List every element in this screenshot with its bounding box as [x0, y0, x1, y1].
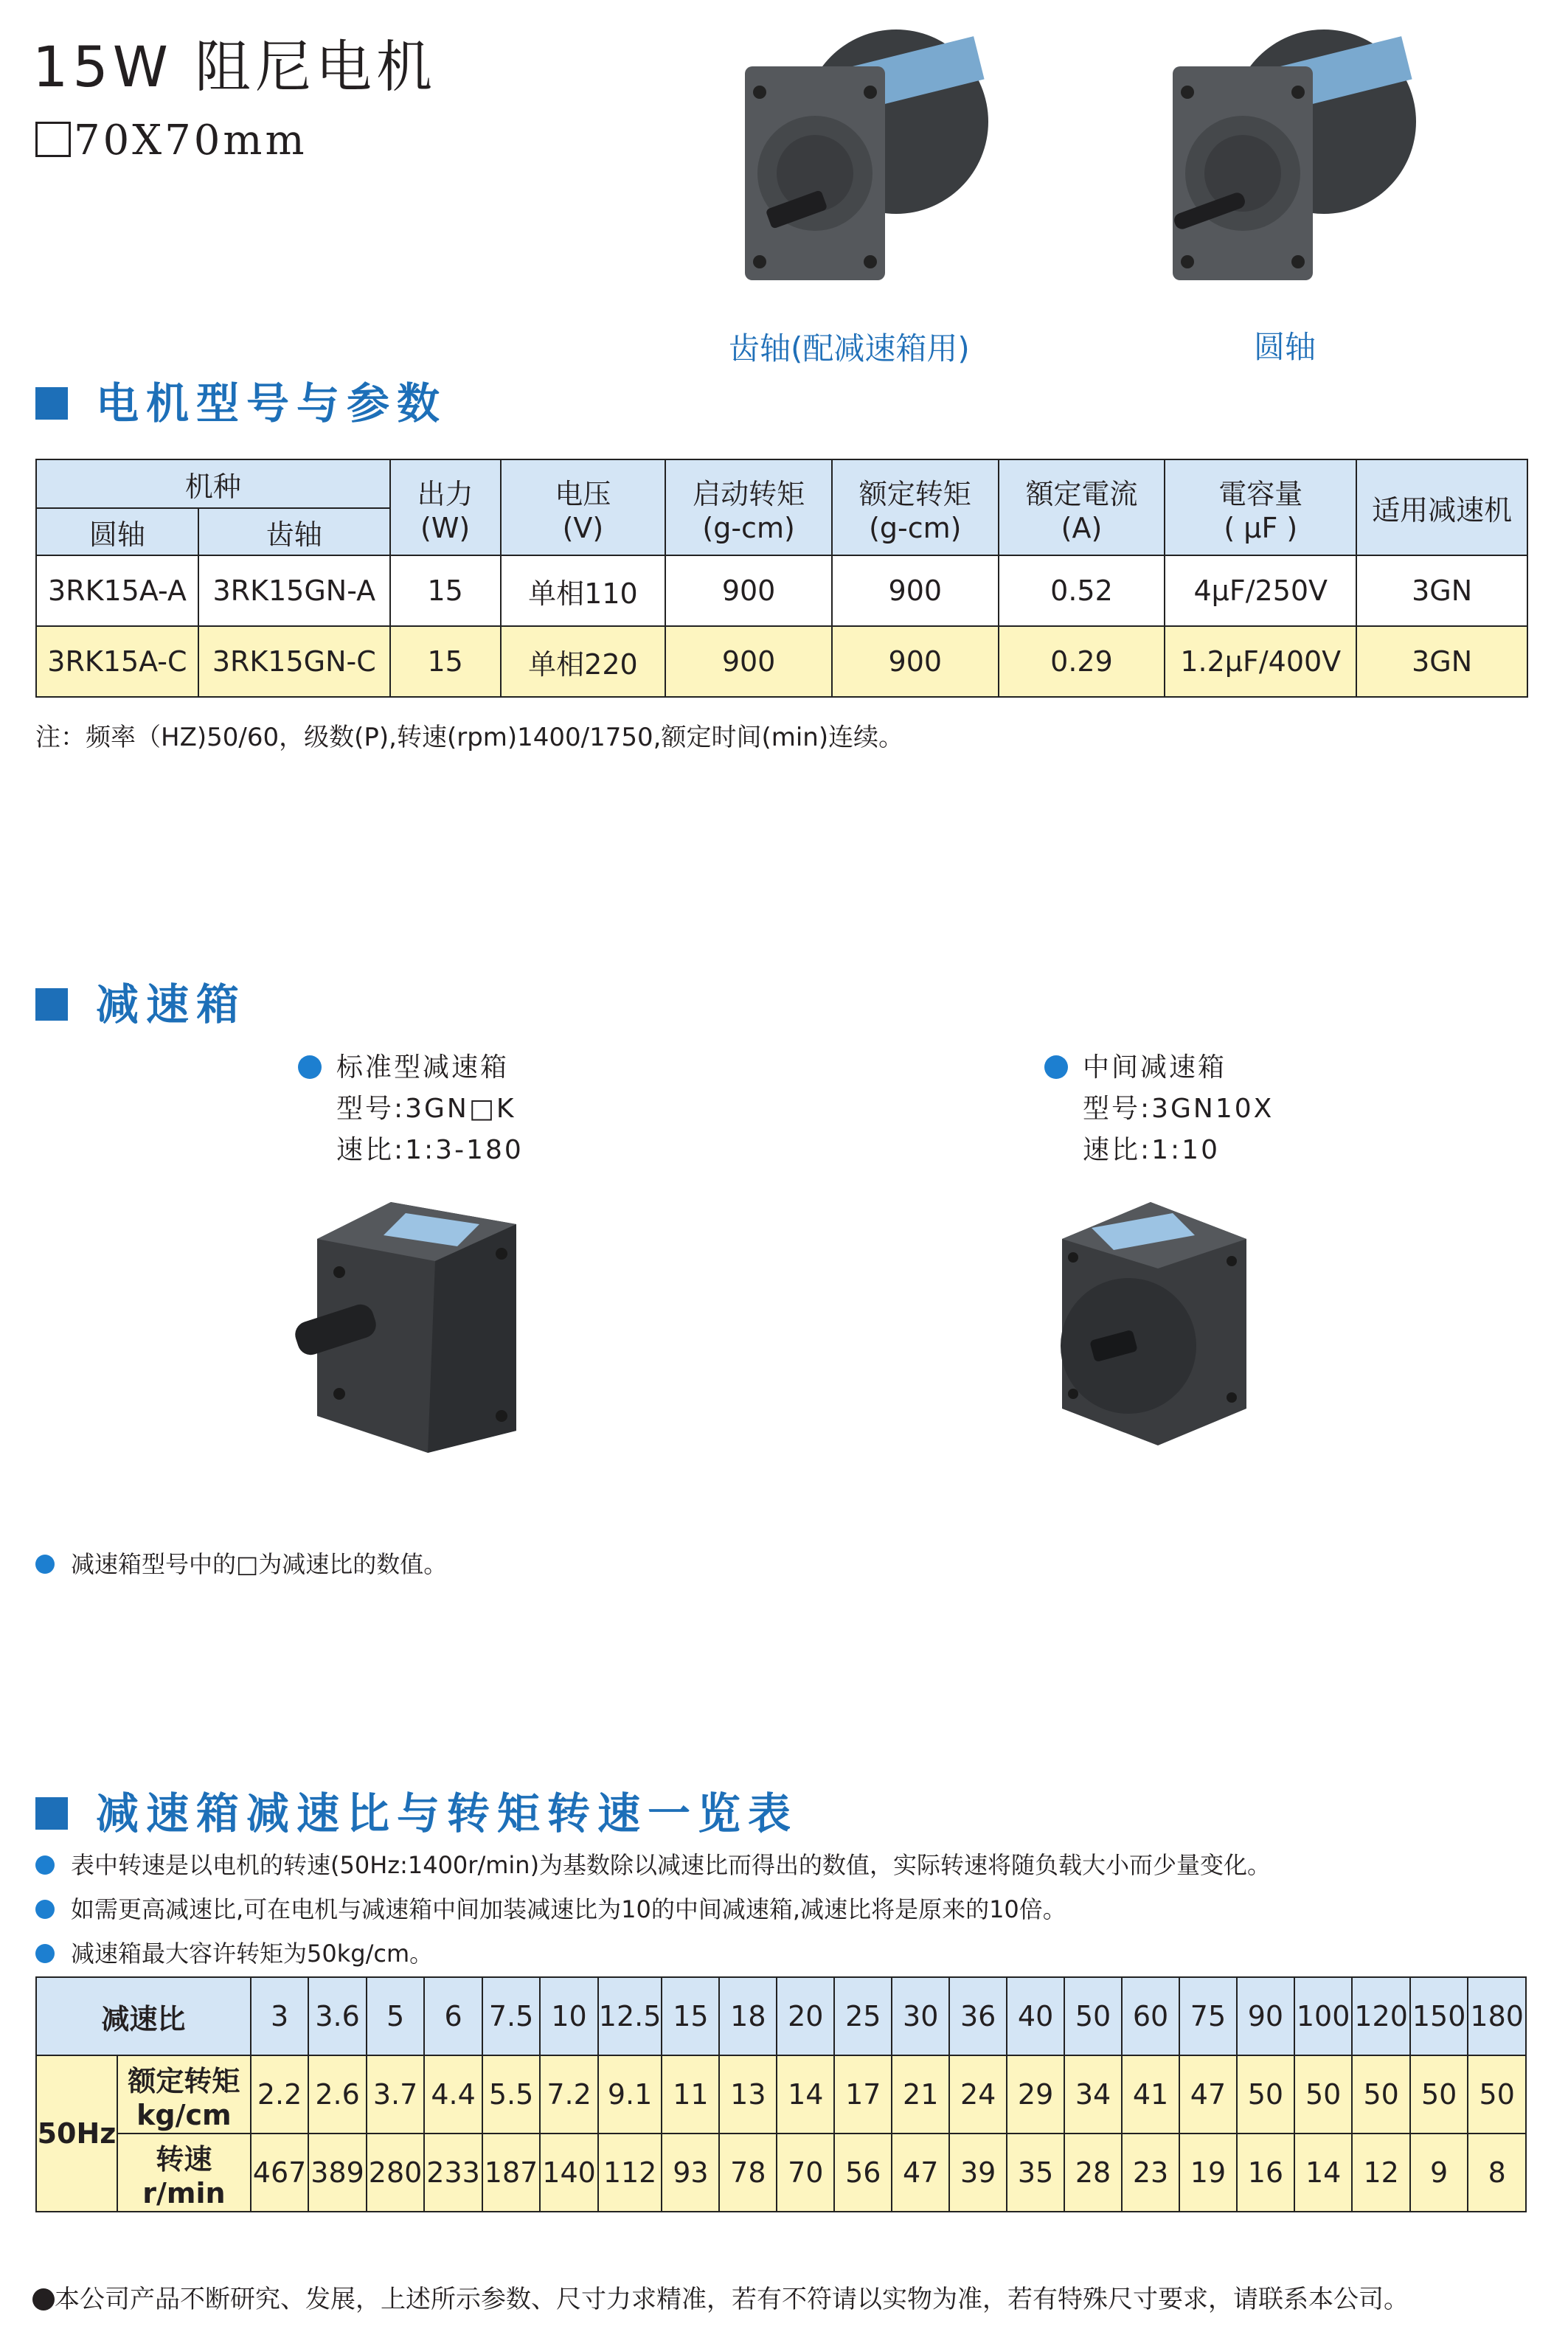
gearbox-standard-name: 标准型减速箱 — [336, 1052, 510, 1083]
cell-current: 0.29 — [999, 626, 1165, 697]
torque-value: 4.4 — [424, 2055, 482, 2134]
col-capacitance-label: 電容量 — [1218, 477, 1303, 510]
motor-note: 注：频率（HZ)50/60，级数(P),转速(rpm)1400/1750,额定时间(min)连续。 — [35, 723, 904, 752]
speed-value: 28 — [1064, 2134, 1122, 2212]
gearbox-note-text: 减速箱型号中的□为减速比的数值。 — [71, 1550, 448, 1578]
torque-value: 47 — [1179, 2055, 1237, 2134]
cell-capacitance: 4μF/250V — [1165, 555, 1356, 626]
torque-label-line2: kg/cm — [136, 2098, 232, 2131]
cell-round: 3RK15A-C — [36, 626, 198, 697]
speed-value: 56 — [834, 2134, 892, 2212]
motor-photo-gear-shaft — [738, 22, 1018, 295]
torque-label — [117, 2055, 251, 2134]
cell-voltage: 单相110 — [501, 555, 666, 626]
ratio-value: 20 — [777, 1977, 834, 2055]
ratio-value: 25 — [834, 1977, 892, 2055]
gearbox-intermediate-model: 型号:3GN10X — [1083, 1094, 1274, 1124]
col-gear-shaft: 齿轴 — [198, 508, 390, 555]
gearbox-intermediate-ratio: 速比:1:10 — [1083, 1135, 1220, 1165]
speed-value: 467 — [251, 2134, 309, 2212]
caption-gear-shaft: 齿轴(配减速箱用) — [729, 330, 970, 367]
ratio-value: 7.5 — [482, 1977, 541, 2055]
speed-value: 93 — [662, 2134, 719, 2212]
gearbox-note — [35, 1546, 447, 1580]
torque-value: 7.2 — [540, 2055, 598, 2134]
cell-rated-torque: 900 — [832, 555, 999, 626]
ratio-note-3-text: 减速箱最大容许转矩为50kg/cm。 — [71, 1940, 434, 1968]
gearbox-standard-ratio: 速比:1:3-180 — [336, 1135, 524, 1165]
ratio-note-2-text: 如需更高减速比,可在电机与减速箱中间加装减速比为10的中间减速箱,减速比将是原来的10倍。 — [71, 1895, 1066, 1923]
ratio-value: 75 — [1179, 1977, 1237, 2055]
torque-value: 50 — [1294, 2055, 1353, 2134]
frame-size-value: 70X70mm — [74, 117, 308, 164]
torque-value: 50 — [1410, 2055, 1468, 2134]
speed-label-line2: r/min — [142, 2176, 226, 2209]
cell-gear: 3RK15GN-C — [198, 626, 390, 697]
ratio-value: 50 — [1064, 1977, 1122, 2055]
speed-value: 389 — [308, 2134, 367, 2212]
col-rated-current-label: 額定電流 — [1025, 477, 1138, 510]
section-title-ratio-text: 减速箱减速比与转矩转速一览表 — [96, 1788, 799, 1839]
section-title-motor — [35, 369, 447, 431]
speed-value: 39 — [949, 2134, 1007, 2212]
cell-start-torque: 900 — [665, 626, 832, 697]
bullet-icon — [35, 1555, 55, 1574]
ratio-value: 180 — [1468, 1977, 1526, 2055]
ratio-header-label: 减速比 — [36, 1977, 251, 2055]
torque-value: 24 — [949, 2055, 1007, 2134]
ratio-value: 18 — [719, 1977, 777, 2055]
ratio-table — [35, 1976, 1527, 2212]
bullet-icon — [1044, 1055, 1068, 1079]
torque-value: 50 — [1352, 2055, 1410, 2134]
speed-value: 23 — [1122, 2134, 1179, 2212]
speed-label — [117, 2134, 251, 2212]
torque-value: 21 — [892, 2055, 949, 2134]
cell-round: 3RK15A-A — [36, 555, 198, 626]
ratio-value: 12.5 — [598, 1977, 662, 2055]
bullet-icon — [298, 1055, 322, 1079]
cell-rated-torque: 900 — [832, 626, 999, 697]
ratio-value: 5 — [367, 1977, 425, 2055]
ratio-value: 120 — [1352, 1977, 1410, 2055]
frame-size — [35, 117, 308, 164]
col-rated-torque-unit: (g-cm) — [869, 511, 962, 544]
ratio-value: 40 — [1007, 1977, 1064, 2055]
section-marker-icon — [35, 988, 68, 1021]
torque-value: 9.1 — [598, 2055, 662, 2134]
ratio-note-3 — [35, 1935, 433, 1969]
table-row — [36, 555, 1527, 626]
torque-value: 13 — [719, 2055, 777, 2134]
motor-photo-round-shaft — [1165, 22, 1446, 295]
ratio-value: 150 — [1410, 1977, 1468, 2055]
section-marker-icon — [35, 1797, 68, 1830]
bullet-icon — [35, 1855, 55, 1875]
section-title-gearbox — [35, 970, 246, 1032]
ratio-value: 60 — [1122, 1977, 1179, 2055]
gearbox-standard-model: 型号:3GN□K — [336, 1094, 516, 1124]
speed-value: 112 — [598, 2134, 662, 2212]
speed-value: 12 — [1352, 2134, 1410, 2212]
ratio-value: 15 — [662, 1977, 719, 2055]
gearbox-standard-info — [298, 1047, 524, 1171]
ratio-value: 3 — [251, 1977, 309, 2055]
speed-value: 280 — [367, 2134, 425, 2212]
speed-value: 70 — [777, 2134, 834, 2212]
cell-gear: 3RK15GN-A — [198, 555, 390, 626]
col-output-label: 出力 — [417, 477, 473, 510]
speed-value: 187 — [482, 2134, 541, 2212]
torque-value: 29 — [1007, 2055, 1064, 2134]
motor-spec-table — [35, 459, 1528, 698]
gearbox-photo-intermediate — [1047, 1195, 1254, 1445]
cell-current: 0.52 — [999, 555, 1165, 626]
col-voltage-label: 电压 — [555, 477, 611, 510]
col-output-unit: (W) — [420, 511, 471, 544]
col-model: 机种 — [36, 459, 390, 508]
ratio-value: 3.6 — [308, 1977, 367, 2055]
footer-note — [32, 2279, 1409, 2315]
gearbox-intermediate-name: 中间减速箱 — [1083, 1052, 1227, 1083]
torque-value: 11 — [662, 2055, 719, 2134]
page-title: 15W 阻尼电机 — [32, 34, 437, 100]
speed-value: 14 — [1294, 2134, 1353, 2212]
torque-value: 2.6 — [308, 2055, 367, 2134]
col-rated-torque — [832, 459, 999, 555]
speed-label-line1: 转速 — [156, 2142, 212, 2176]
speed-value: 9 — [1410, 2134, 1468, 2212]
col-rated-current-unit: (A) — [1061, 511, 1103, 544]
section-title-motor-text: 电机型号与参数 — [96, 378, 448, 428]
torque-value: 3.7 — [367, 2055, 425, 2134]
speed-value: 35 — [1007, 2134, 1064, 2212]
torque-value: 17 — [834, 2055, 892, 2134]
caption-round-shaft: 圆轴 — [1254, 329, 1317, 365]
cell-start-torque: 900 — [665, 555, 832, 626]
cell-voltage: 单相220 — [501, 626, 666, 697]
speed-value: 78 — [719, 2134, 777, 2212]
ratio-value: 10 — [540, 1977, 598, 2055]
table-row — [36, 626, 1527, 697]
bullet-icon — [32, 2288, 55, 2311]
ratio-value: 30 — [892, 1977, 949, 2055]
section-title-gearbox-text: 减速箱 — [96, 979, 247, 1030]
col-capacitance — [1165, 459, 1356, 555]
cell-output: 15 — [390, 626, 501, 697]
ratio-note-1 — [35, 1847, 1271, 1881]
ratio-note-1-text: 表中转速是以电机的转速(50Hz:1400r/min)为基数除以减速比而得出的数值，实际转速将随负载大小而少量变化。 — [71, 1851, 1272, 1879]
col-voltage — [501, 459, 666, 555]
torque-value: 34 — [1064, 2055, 1122, 2134]
ratio-value: 100 — [1294, 1977, 1353, 2055]
bullet-icon — [35, 1900, 55, 1919]
speed-value: 16 — [1237, 2134, 1294, 2212]
ratio-value: 6 — [424, 1977, 482, 2055]
col-gearbox: 适用减速机 — [1356, 459, 1527, 555]
torque-value: 41 — [1122, 2055, 1179, 2134]
freq-label: 50Hz — [36, 2055, 117, 2212]
cell-gearbox: 3GN — [1356, 626, 1527, 697]
cell-gearbox: 3GN — [1356, 555, 1527, 626]
ratio-value: 90 — [1237, 1977, 1294, 2055]
col-voltage-unit: (V) — [562, 511, 604, 544]
torque-value: 14 — [777, 2055, 834, 2134]
speed-value: 140 — [540, 2134, 598, 2212]
speed-value: 233 — [424, 2134, 482, 2212]
col-capacitance-unit: ( μF ) — [1224, 511, 1298, 544]
speed-value: 47 — [892, 2134, 949, 2212]
torque-label-line1: 额定转矩 — [128, 2064, 240, 2097]
col-rated-torque-label: 额定转矩 — [858, 477, 971, 510]
speed-value: 19 — [1179, 2134, 1237, 2212]
col-start-torque — [665, 459, 832, 555]
square-icon — [35, 122, 71, 157]
torque-value: 5.5 — [482, 2055, 541, 2134]
speed-value: 8 — [1468, 2134, 1526, 2212]
section-marker-icon — [35, 387, 68, 420]
torque-value: 50 — [1468, 2055, 1526, 2134]
torque-value: 2.2 — [251, 2055, 309, 2134]
col-start-torque-unit: (g-cm) — [702, 511, 795, 544]
cell-output: 15 — [390, 555, 501, 626]
ratio-note-2 — [35, 1891, 1066, 1925]
col-start-torque-label: 启动转矩 — [693, 477, 805, 510]
cell-capacitance: 1.2μF/400V — [1165, 626, 1356, 697]
col-output — [390, 459, 501, 555]
footer-text: 本公司产品不断研究、发展，上述所示参数、尺寸力求精准，若有不符请以实物为准，若有特殊尺寸要求，请联系本公司。 — [55, 2285, 1409, 2314]
section-title-ratio — [35, 1779, 798, 1841]
ratio-value: 36 — [949, 1977, 1007, 2055]
gearbox-photo-standard — [288, 1195, 538, 1460]
torque-value: 50 — [1237, 2055, 1294, 2134]
bullet-icon — [35, 1944, 55, 1963]
col-rated-current — [999, 459, 1165, 555]
col-round-shaft: 圆轴 — [36, 508, 198, 555]
gearbox-intermediate-info — [1044, 1047, 1274, 1171]
